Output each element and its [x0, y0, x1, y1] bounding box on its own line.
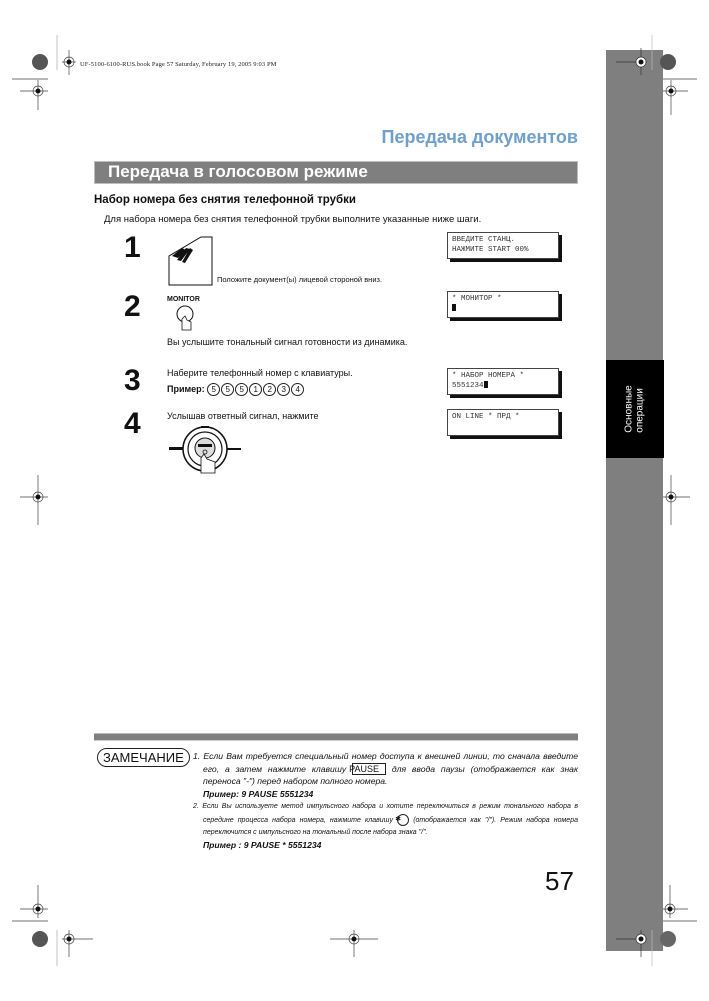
- monitor-button-icon[interactable]: [173, 305, 197, 331]
- lcd-display: * НАБОР НОМЕРА * 5551234: [447, 368, 559, 395]
- note-example-1: Пример: 9 PAUSE 5551234: [203, 788, 314, 799]
- lcd-display: * МОНИТОР *: [447, 291, 559, 318]
- lcd-display: ON LINE * ПРД *: [447, 409, 559, 436]
- step-number: 3: [124, 364, 141, 397]
- step-number: 2: [124, 290, 141, 323]
- document-feed-icon: [168, 236, 214, 286]
- chapter-tab-line2: операции: [634, 388, 646, 433]
- star-key-icon: ✱: [397, 814, 409, 826]
- lcd-cursor: [484, 381, 488, 388]
- section-header: Передача документов: [381, 127, 578, 147]
- step-caption: Положите документ(ы) лицевой стороной вниз.: [217, 275, 383, 284]
- intro-text: Для набора номера без снятия телефонной трубки выполните указанные ниже шаги.: [104, 214, 482, 225]
- note-item-2: 2. Если Вы используете метод импульсного набора и хотите переключиться в режим тонального набора в середине процесса набора номера, нажмите клавишу ✱ (отображается как "/"). Режим набора номера переключится с импульсного на тональный после набора знака "/". Пример : 9 PAUSE * 5551234: [193, 803, 578, 851]
- example-row: [167, 383, 305, 396]
- keypad-digit: 5: [235, 383, 248, 396]
- lcd-cursor: [452, 304, 456, 311]
- note-badge: ЗАМЕЧАНИЕ: [97, 748, 190, 767]
- chapter-tab-line1: Основные: [623, 385, 635, 433]
- step-number: 4: [124, 407, 141, 440]
- chapter-tab-label: [606, 360, 664, 458]
- page-title: Передача в голосовом режиме: [108, 162, 368, 181]
- note-example-2: Пример : 9 PAUSE * 5551234: [203, 840, 322, 851]
- keypad-digit: 2: [263, 383, 276, 396]
- keypad-digit: 1: [249, 383, 262, 396]
- lcd-display: ВВЕДИТЕ СТАНЦ. НАЖМИТЕ START 00%: [447, 232, 559, 259]
- divider-bar: [94, 733, 578, 741]
- note-body: [193, 750, 578, 852]
- monitor-button-label: MONITOR: [167, 296, 200, 303]
- step-number: 1: [124, 231, 141, 264]
- example-label: Пример:: [167, 384, 205, 394]
- step-text: Наберите телефонный номер с клавиатуры.: [167, 368, 353, 378]
- keypad-digit: 4: [291, 383, 304, 396]
- step-text: Услышав ответный сигнал, нажмите: [167, 411, 319, 421]
- keypad-digit: 5: [221, 383, 234, 396]
- subheading: Набор номера без снятия телефонной трубки: [94, 194, 356, 206]
- start-button-icon[interactable]: [165, 424, 249, 474]
- note-item-1: 1. Если Вам требуется специальный номер доступа к внешней линии, то сначала введите его, а затем нажмите клавишу PAUSE для ввода паузы (отображается как знак переноса "-") перед набором полного номера. Пример: 9 PAUSE 5551234: [193, 751, 579, 799]
- keypad-digit: 3: [277, 383, 290, 396]
- pause-key: PAUSE: [352, 763, 386, 775]
- page-number: 57: [545, 866, 574, 896]
- step-text: Вы услышите тональный сигнал готовности из динамика.: [167, 337, 408, 347]
- file-header: UF-5100-6100-RUS.book Page 57 Saturday, February 19, 2005 9:03 PM: [80, 61, 277, 68]
- keypad-digit: 5: [207, 383, 220, 396]
